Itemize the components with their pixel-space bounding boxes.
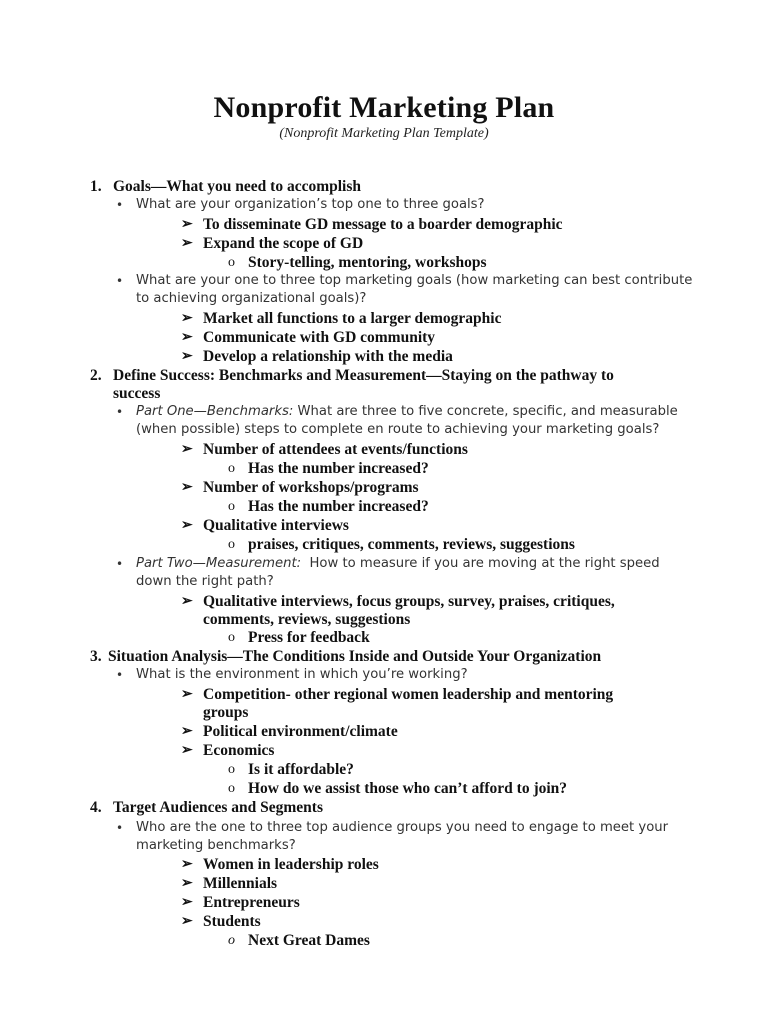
arrow-bullet-icon: ➢ — [181, 442, 193, 457]
answer-item — [0, 234, 768, 253]
answer-text: Number of workshops/programs — [203, 479, 419, 496]
bullet-dot-icon: • — [116, 668, 124, 682]
answer-item — [0, 592, 768, 610]
question-text: What is the environment in which you’re working? — [136, 667, 468, 682]
answer-item — [0, 912, 768, 931]
answer-text: Qualitative interviews, focus groups, survey, praises, critiques, — [203, 593, 615, 610]
answer-text: Communicate with GD community — [203, 329, 436, 346]
answer-item — [0, 685, 768, 703]
answer-text: Millennials — [203, 875, 278, 892]
bullet-dot-icon: • — [116, 821, 124, 835]
question-continuation — [0, 573, 768, 592]
question-item — [0, 819, 768, 837]
section-heading — [0, 177, 768, 196]
circle-bullet-icon: o — [228, 537, 235, 552]
answer-item — [0, 478, 768, 497]
answer-text: Women in leadership roles — [203, 856, 379, 873]
answer-text: Students — [203, 913, 261, 930]
question-body: What are three to five concrete, specific, and measurable — [297, 404, 678, 419]
sub-answer-text: Story-telling, mentoring, workshops — [248, 254, 487, 271]
sub-answer-text: Has the number increased? — [248, 460, 429, 477]
plan-outline — [0, 177, 768, 950]
arrow-bullet-icon: ➢ — [181, 876, 193, 891]
document-subtitle: (Nonprofit Marketing Plan Template) — [279, 126, 489, 141]
arrow-bullet-icon: ➢ — [181, 217, 193, 232]
circle-bullet-icon: o — [228, 630, 235, 645]
section-heading — [0, 366, 768, 384]
question-text: (when possible) steps to complete en route to achieving your marketing goals? — [136, 422, 660, 437]
bullet-dot-icon: • — [116, 557, 124, 571]
sub-answer-text: Is it affordable? — [248, 761, 354, 778]
answer-item — [0, 874, 768, 893]
sub-answer-item — [0, 253, 768, 272]
answer-text: Political environment/climate — [203, 723, 398, 740]
arrow-bullet-icon: ➢ — [181, 518, 193, 533]
answer-text: Expand the scope of GD — [203, 235, 364, 252]
question-continuation — [0, 837, 768, 855]
answer-item — [0, 347, 768, 366]
answer-item — [0, 328, 768, 347]
arrow-bullet-icon: ➢ — [181, 857, 193, 872]
section-heading-continuation — [0, 384, 768, 403]
question-body: How to measure if you are moving at the right speed — [309, 556, 660, 571]
sub-answer-text: praises, critiques, comments, reviews, suggestions — [248, 536, 575, 553]
answer-item — [0, 893, 768, 912]
sub-answer-text: Next Great Dames — [248, 932, 370, 949]
circle-bullet-icon: o — [228, 933, 235, 948]
sub-answer-item — [0, 459, 768, 478]
section-title: Target Audiences and Segments — [113, 799, 323, 816]
arrow-bullet-icon: ➢ — [181, 330, 193, 345]
section-title: Situation Analysis—The Conditions Inside and Outside Your Organization — [108, 648, 602, 665]
circle-bullet-icon: o — [228, 255, 235, 270]
sub-answer-item — [0, 628, 768, 647]
circle-bullet-icon: o — [228, 781, 235, 796]
answer-text: groups — [203, 704, 249, 721]
section-number: 1. — [90, 178, 102, 195]
section-number: 2. — [90, 367, 102, 384]
question-text: marketing benchmarks? — [136, 838, 296, 853]
arrow-bullet-icon: ➢ — [181, 743, 193, 758]
answer-text: To disseminate GD message to a boarder demographic — [203, 216, 563, 233]
sub-answer-item — [0, 497, 768, 516]
answer-text: Competition- other regional women leadership and mentoring — [203, 686, 614, 703]
part-label: Part Two—Measurement: — [136, 556, 302, 571]
answer-text: comments, reviews, suggestions — [203, 611, 411, 628]
question-text: Who are the one to three top audience groups you need to engage to meet your — [136, 820, 669, 835]
sub-answer-item — [0, 931, 768, 950]
question-text: down the right path? — [136, 574, 274, 589]
answer-text: Number of attendees at events/functions — [203, 441, 468, 458]
section-heading — [0, 798, 768, 819]
question-item — [0, 196, 768, 215]
question-continuation — [0, 290, 768, 309]
document-title: Nonprofit Marketing Plan — [213, 91, 555, 124]
arrow-bullet-icon: ➢ — [181, 687, 193, 702]
arrow-bullet-icon: ➢ — [181, 724, 193, 739]
answer-text: Market all functions to a larger demographic — [203, 310, 502, 327]
arrow-bullet-icon: ➢ — [181, 594, 193, 609]
question-text: to achieving organizational goals)? — [136, 291, 367, 306]
answer-continuation — [0, 610, 768, 628]
section-title: Goals—What you need to accomplish — [113, 178, 362, 195]
bullet-dot-icon: • — [116, 274, 124, 288]
sub-answer-item — [0, 760, 768, 779]
question-text — [136, 555, 660, 573]
question-text: What are your organization’s top one to three goals? — [136, 197, 485, 212]
question-item — [0, 666, 768, 685]
section-number: 3. — [90, 648, 102, 665]
answer-item — [0, 440, 768, 459]
sub-answer-text: How do we assist those who can’t afford to join? — [248, 780, 568, 797]
question-text: What are your one to three top marketing goals (how marketing can best contribute — [136, 273, 693, 288]
question-item — [0, 272, 768, 290]
answer-continuation — [0, 703, 768, 722]
answer-text: Entrepreneurs — [203, 894, 300, 911]
section-title: success — [113, 385, 161, 402]
arrow-bullet-icon: ➢ — [181, 236, 193, 251]
question-item — [0, 403, 768, 421]
bullet-dot-icon: • — [116, 198, 124, 212]
circle-bullet-icon: o — [228, 499, 235, 514]
section-title: Define Success: Benchmarks and Measurement—Staying on the pathway to — [113, 367, 614, 384]
circle-bullet-icon: o — [228, 762, 235, 777]
arrow-bullet-icon: ➢ — [181, 480, 193, 495]
arrow-bullet-icon: ➢ — [181, 895, 193, 910]
answer-item — [0, 722, 768, 741]
question-item — [0, 555, 768, 573]
arrow-bullet-icon: ➢ — [181, 914, 193, 929]
sub-answer-text: Has the number increased? — [248, 498, 429, 515]
section-number: 4. — [90, 799, 102, 816]
section-heading — [0, 647, 768, 666]
answer-item — [0, 855, 768, 874]
answer-text: Qualitative interviews — [203, 517, 349, 534]
bullet-dot-icon: • — [116, 405, 124, 419]
circle-bullet-icon: o — [228, 461, 235, 476]
part-label: Part One—Benchmarks: — [136, 404, 294, 419]
answer-item — [0, 309, 768, 328]
answer-item — [0, 741, 768, 760]
sub-answer-item — [0, 535, 768, 555]
question-text — [136, 403, 678, 421]
answer-text: Economics — [203, 742, 275, 759]
sub-answer-text: Press for feedback — [248, 629, 370, 646]
arrow-bullet-icon: ➢ — [181, 311, 193, 326]
sub-answer-item — [0, 779, 768, 798]
answer-text: Develop a relationship with the media — [203, 348, 453, 365]
arrow-bullet-icon: ➢ — [181, 349, 193, 364]
answer-item — [0, 516, 768, 535]
answer-item — [0, 215, 768, 234]
question-continuation — [0, 421, 768, 440]
